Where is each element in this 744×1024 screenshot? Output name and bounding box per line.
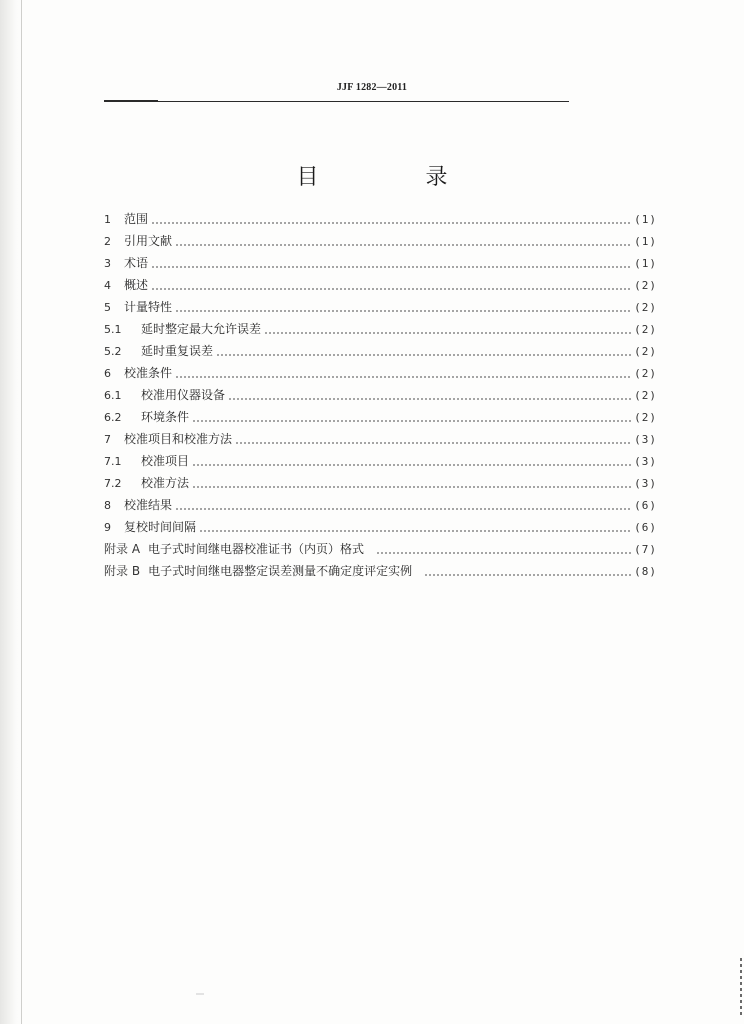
toc-entry-number: 附录 A bbox=[104, 542, 141, 556]
toc-entry-title: 校准条件 bbox=[124, 366, 173, 380]
toc-entry-title: 引用文献 bbox=[124, 234, 173, 248]
toc-entry-appendix-b[interactable] bbox=[104, 560, 657, 582]
toc-entry-title: 校准项目 bbox=[141, 454, 190, 468]
toc-entry-page: (6) bbox=[634, 521, 657, 534]
dot-leader bbox=[192, 454, 631, 468]
toc-entry-number: 1 bbox=[104, 213, 111, 226]
toc-entry-page: (3) bbox=[634, 433, 657, 446]
toc-entry[interactable] bbox=[104, 450, 657, 472]
toc-entry[interactable] bbox=[104, 230, 657, 252]
toc-entry[interactable] bbox=[104, 384, 657, 406]
toc-entry-page: (1) bbox=[634, 213, 657, 226]
binding-shadow bbox=[0, 0, 22, 1024]
toc-entry-title: 电子式时间继电器整定误差测量不确定度评定实例 bbox=[148, 564, 413, 578]
toc-entry-page: (2) bbox=[634, 411, 657, 424]
toc-entry-title: 电子式时间继电器校准证书（内页）格式 bbox=[148, 542, 365, 556]
dot-leader bbox=[175, 234, 631, 248]
toc-entry-number: 4 bbox=[104, 279, 111, 292]
dot-leader bbox=[175, 300, 631, 314]
toc-entry-number: 9 bbox=[104, 521, 111, 534]
toc-title: 目 录 bbox=[296, 165, 498, 190]
toc-entry[interactable] bbox=[104, 362, 657, 384]
toc-entry[interactable] bbox=[104, 428, 657, 450]
toc-entry-number: 6.1 bbox=[104, 389, 122, 402]
table-of-contents bbox=[104, 208, 657, 582]
toc-entry-title: 术语 bbox=[124, 256, 149, 270]
toc-entry[interactable] bbox=[104, 208, 657, 230]
dot-leader bbox=[151, 278, 631, 292]
dot-leader bbox=[424, 564, 631, 578]
toc-entry-page: (2) bbox=[634, 279, 657, 292]
toc-entry[interactable] bbox=[104, 494, 657, 516]
toc-entry-number: 8 bbox=[104, 499, 111, 512]
dot-leader bbox=[216, 344, 631, 358]
toc-entry-title: 延时整定最大允许误差 bbox=[141, 322, 262, 336]
toc-entry-title: 范围 bbox=[124, 212, 149, 226]
toc-entry-number: 5 bbox=[104, 301, 111, 314]
toc-entry[interactable] bbox=[104, 340, 657, 362]
dot-leader bbox=[192, 476, 631, 490]
toc-entry[interactable] bbox=[104, 516, 657, 538]
binding-edge-line bbox=[21, 0, 22, 1024]
toc-entry-page: (1) bbox=[634, 257, 657, 270]
toc-entry-page: (3) bbox=[634, 477, 657, 490]
toc-entry-page: (2) bbox=[634, 345, 657, 358]
dot-leader bbox=[264, 322, 631, 336]
toc-entry-title: 概述 bbox=[124, 278, 149, 292]
toc-entry-number: 7.1 bbox=[104, 455, 122, 468]
dot-leader bbox=[175, 498, 631, 512]
dot-leader bbox=[228, 388, 631, 402]
dot-leader bbox=[151, 212, 631, 226]
scan-speck bbox=[196, 993, 204, 995]
toc-entry[interactable] bbox=[104, 274, 657, 296]
toc-entry-page: (6) bbox=[634, 499, 657, 512]
toc-entry-title: 计量特性 bbox=[124, 300, 173, 314]
toc-entry-page: (8) bbox=[634, 565, 657, 578]
toc-entry-number: 6 bbox=[104, 367, 111, 380]
dot-leader bbox=[192, 410, 631, 424]
toc-entry[interactable] bbox=[104, 472, 657, 494]
toc-entry-page: (3) bbox=[634, 455, 657, 468]
toc-entry-number: 5.1 bbox=[104, 323, 122, 336]
toc-entry-number: 3 bbox=[104, 257, 111, 270]
dot-leader bbox=[235, 432, 631, 446]
toc-entry-page: (2) bbox=[634, 323, 657, 336]
toc-entry-page: (2) bbox=[634, 301, 657, 314]
toc-entry[interactable] bbox=[104, 318, 657, 340]
toc-entry-number: 5.2 bbox=[104, 345, 122, 358]
toc-entry-number: 6.2 bbox=[104, 411, 122, 424]
header-rule bbox=[104, 101, 569, 102]
toc-entry[interactable] bbox=[104, 406, 657, 428]
toc-entry-number: 附录 B bbox=[104, 564, 141, 578]
toc-entry-title: 环境条件 bbox=[141, 410, 190, 424]
dot-leader bbox=[199, 520, 631, 534]
toc-entry-title: 校准方法 bbox=[141, 476, 190, 490]
toc-entry-page: (2) bbox=[634, 389, 657, 402]
toc-entry-number: 7.2 bbox=[104, 477, 122, 490]
toc-entry-title: 校准用仪器设备 bbox=[141, 388, 226, 402]
scan-edge-mark bbox=[740, 958, 742, 1018]
toc-entry-page: (2) bbox=[634, 367, 657, 380]
toc-entry-title: 校准结果 bbox=[124, 498, 173, 512]
toc-entry-title: 复校时间间隔 bbox=[124, 520, 197, 534]
dot-leader bbox=[175, 366, 631, 380]
toc-entry-appendix-a[interactable] bbox=[104, 538, 657, 560]
standard-code: JJF 1282—2011 bbox=[336, 82, 408, 93]
toc-entry-page: (1) bbox=[634, 235, 657, 248]
toc-entry-title: 延时重复误差 bbox=[141, 344, 214, 358]
dot-leader bbox=[376, 542, 631, 556]
toc-entry[interactable] bbox=[104, 296, 657, 318]
toc-entry[interactable] bbox=[104, 252, 657, 274]
toc-entry-title: 校准项目和校准方法 bbox=[124, 432, 233, 446]
toc-entry-number: 2 bbox=[104, 235, 111, 248]
toc-entry-page: (7) bbox=[634, 543, 657, 556]
dot-leader bbox=[151, 256, 631, 270]
toc-entry-number: 7 bbox=[104, 433, 111, 446]
